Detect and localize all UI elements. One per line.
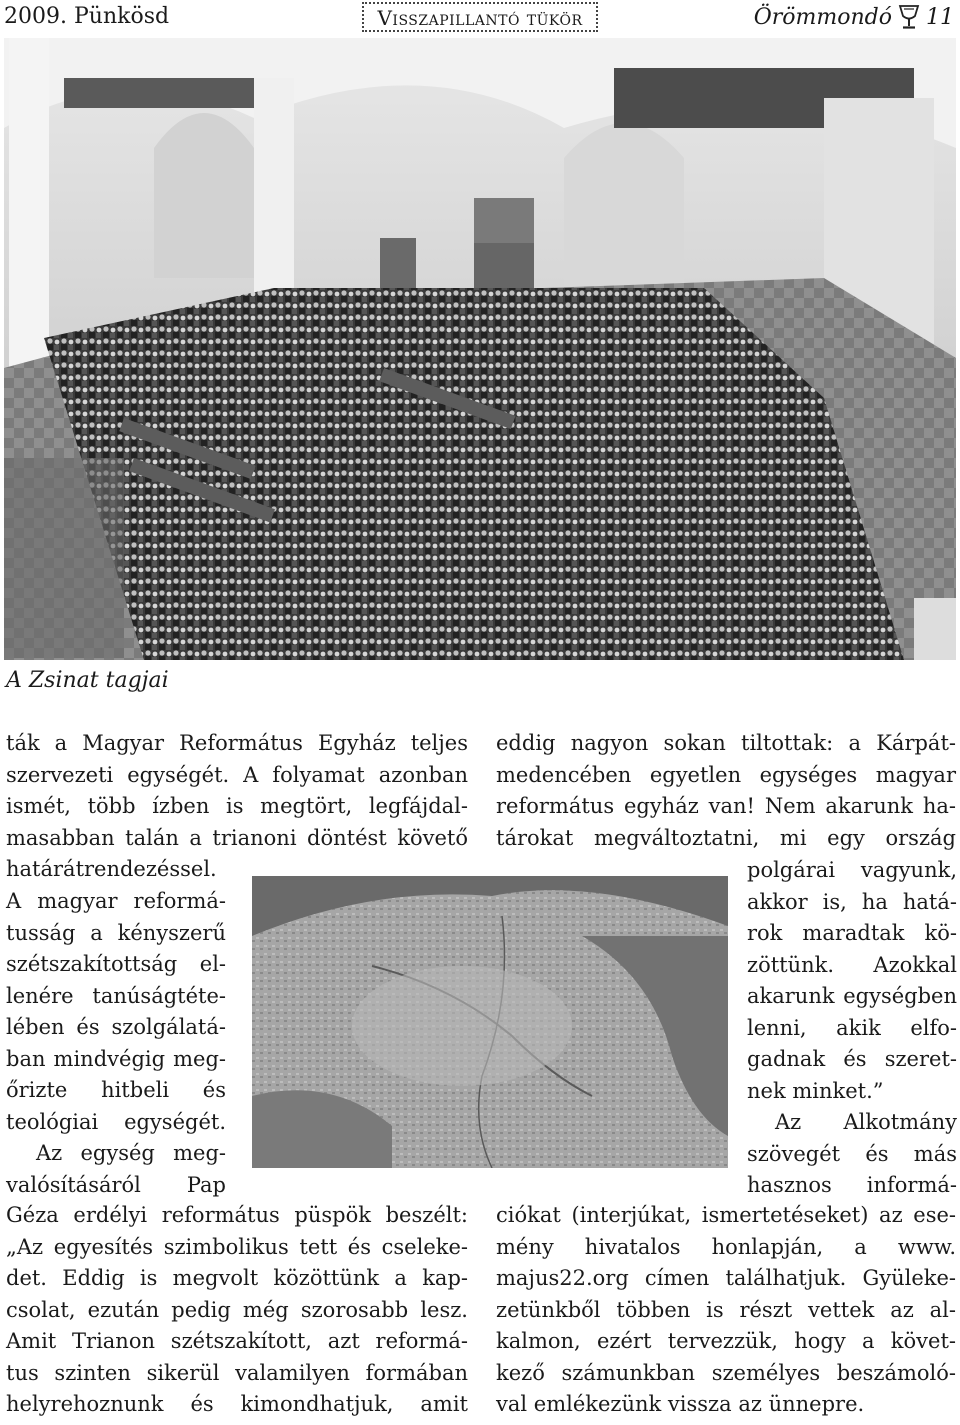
left-column-bottom: [6, 1200, 468, 1421]
text-line: mény hivatalos honlapján, a www.: [496, 1234, 956, 1259]
text-line: kalmon, ezért tervezzük, hogy a követ-: [496, 1329, 956, 1353]
text-line: ismét, több ízben is megtört, legfájdal-: [6, 794, 468, 818]
text-line: ciókat (interjúkat, ismertetéseket) az ese-: [496, 1203, 956, 1227]
text-line: Géza erdélyi református püspök beszélt:: [6, 1203, 468, 1227]
chalice-icon: [898, 4, 920, 30]
section-title: Visszapillantó tükör: [362, 2, 598, 32]
text-line: őrizte hitbeli és: [6, 1078, 226, 1102]
text-line: helyrehoznunk és kimondhatjuk, amit: [6, 1392, 468, 1416]
text-line: lenére tanúságtéte-: [6, 983, 226, 1008]
text-line: ban mindvégig meg-: [6, 1046, 226, 1071]
text-line: tárokat megváltoztatni, mi egy ország: [496, 825, 956, 850]
left-column-top: [6, 728, 468, 886]
text-line: medencében egyetlen egységes magyar: [496, 762, 956, 787]
issue-date: 2009. Pünkösd: [4, 4, 170, 29]
page-header: [0, 0, 960, 38]
text-line: val emlékezünk vissza az ünnepre.: [496, 1392, 865, 1416]
synod-photo: [4, 38, 956, 660]
text-line: szövegét és más: [747, 1141, 957, 1166]
text-line: masabban talán a trianoni döntést követő: [6, 825, 468, 850]
text-line: ták a Magyar Református Egyház teljes: [6, 731, 468, 755]
text-line: Amit Trianon szétszakított, azt reformá-: [6, 1329, 468, 1353]
text-line: lében és szolgálatá-: [6, 1015, 226, 1039]
text-line: akarunk egységben: [747, 984, 957, 1008]
right-column-bottom: [496, 1200, 956, 1421]
text-line: református egyház van! Nem akarunk ha-: [496, 794, 956, 818]
left-column-narrow: [6, 886, 226, 1201]
relief-map-image: [252, 876, 728, 1168]
text-line: polgárai vagyunk,: [747, 858, 957, 882]
text-line: zetünkből többen is részt vettek az al-: [496, 1297, 956, 1322]
text-line: szervezeti egységét. A folyamat azonban: [6, 762, 468, 787]
carpathian-basin-map: [252, 876, 728, 1168]
text-line: akkor is, ha hatá-: [747, 889, 957, 914]
publication-title: Örömmondó: [753, 4, 892, 30]
text-line: szétszakítottság el-: [6, 952, 226, 976]
text-line: rok maradtak kö-: [747, 921, 957, 945]
text-line: majus22.org címen találhatjuk. Gyüleke-: [496, 1266, 956, 1290]
text-line: tus szinten sikerül valamilyen formában: [6, 1360, 468, 1385]
text-line: csolat, ezután pedig még szorosabb lesz.: [6, 1297, 468, 1322]
text-line: Az Alkotmány: [775, 1110, 957, 1134]
publication-title-block: [754, 4, 954, 30]
text-line: zöttünk. Azokkal: [747, 952, 957, 977]
text-line: det. Eddig is megvolt közöttünk a kap-: [6, 1266, 468, 1290]
page-number: 11: [926, 4, 954, 30]
text-line: tusság a kényszerű: [6, 920, 226, 945]
text-line: határátrendezéssel.: [6, 857, 217, 881]
text-line: Az egység meg-: [36, 1141, 226, 1165]
text-line: hasznos informá-: [747, 1173, 957, 1197]
text-line: eddig nagyon sokan tiltottak: a Kárpát-: [496, 731, 956, 755]
text-line: teológiai egységét.: [6, 1109, 226, 1134]
right-column-top: [496, 728, 956, 854]
church-interior-image: [4, 38, 956, 660]
photo-caption: A Zsinat tagjai: [6, 668, 169, 693]
text-line: valósításáról Pap: [6, 1172, 226, 1197]
text-line: lenni, akik elfo-: [747, 1015, 957, 1040]
text-line: A magyar reformá-: [6, 889, 226, 913]
text-line: kező számunkban személyes beszámoló-: [496, 1360, 956, 1385]
right-column-narrow: [747, 855, 957, 1202]
text-line: nek minket.”: [747, 1078, 884, 1103]
text-line: gadnak és szeret-: [747, 1047, 957, 1071]
text-line: „Az egyesítés szimbolikus tett és cseleke-: [6, 1234, 468, 1259]
